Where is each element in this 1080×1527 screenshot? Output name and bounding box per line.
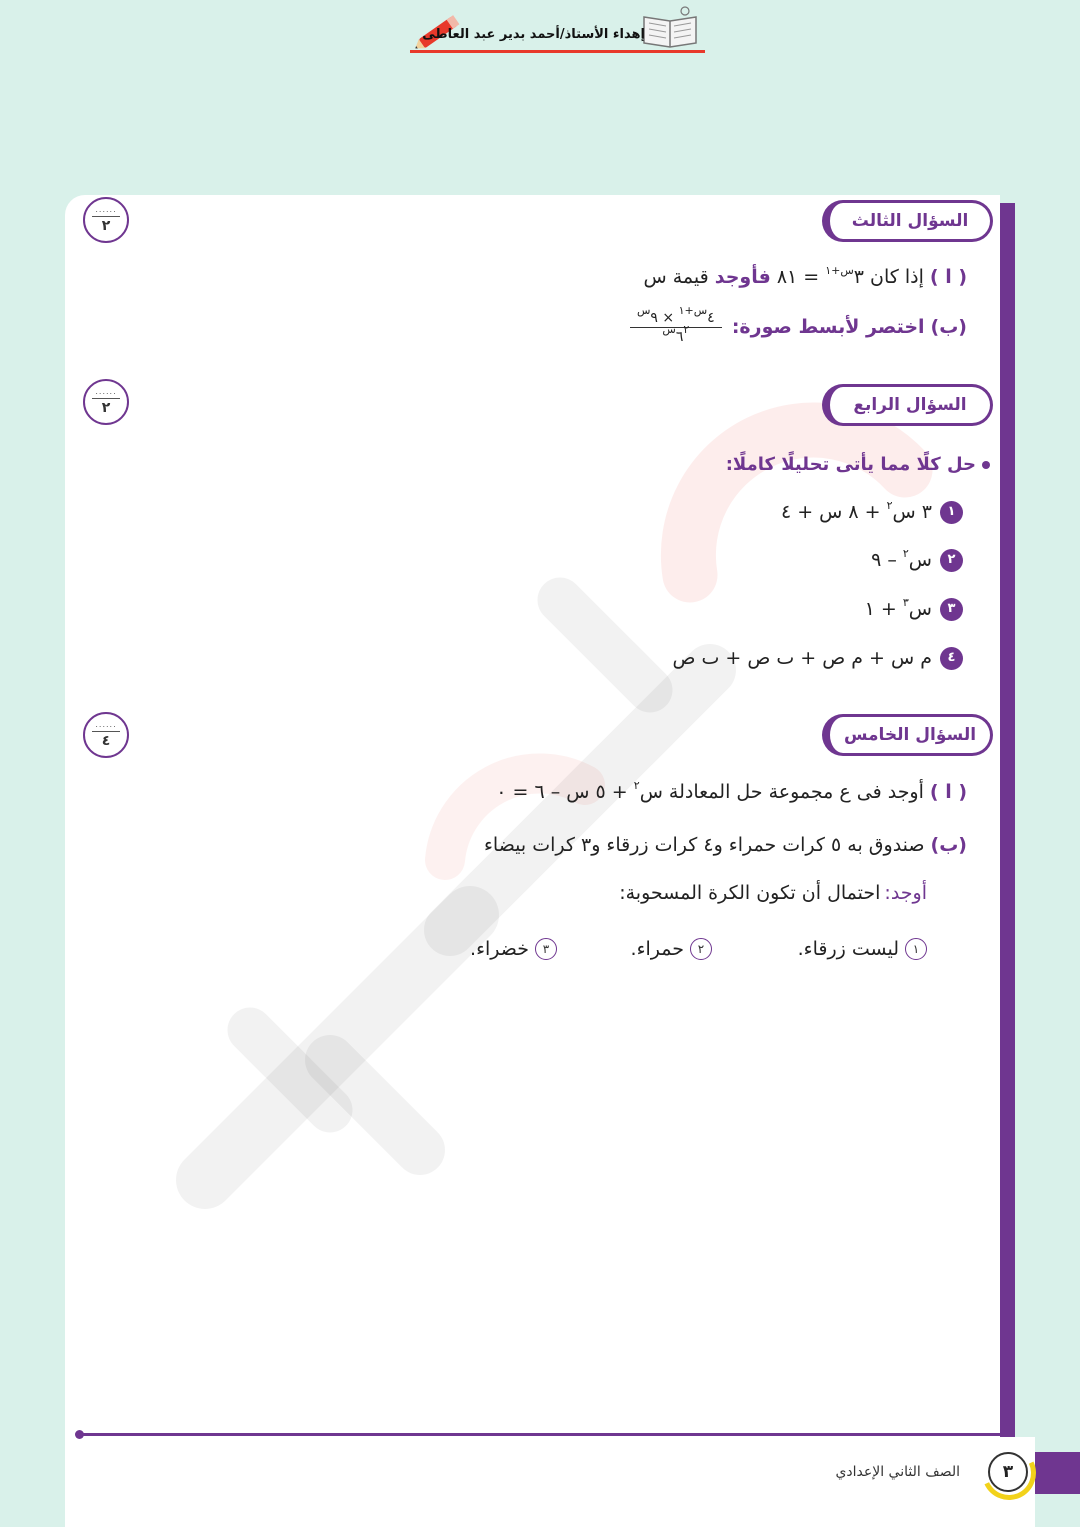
question-3-part-b bbox=[630, 305, 967, 349]
equation-text bbox=[496, 777, 924, 807]
list-item bbox=[865, 594, 963, 624]
option-item bbox=[631, 934, 712, 964]
score-divider bbox=[92, 731, 120, 732]
score-divider bbox=[92, 216, 120, 217]
text-segment: + ١ bbox=[864, 598, 897, 620]
question-3-header bbox=[822, 200, 993, 242]
find-keyword: أوجد: bbox=[884, 882, 927, 904]
score-value: ٤ bbox=[101, 733, 111, 749]
find-keyword: فأوجد bbox=[714, 266, 771, 288]
fraction-denominator bbox=[662, 322, 690, 346]
part-a-text bbox=[825, 262, 924, 292]
part-label: ( ا ) bbox=[929, 781, 967, 803]
item-number-badge: ٣ bbox=[940, 598, 963, 621]
question-5-find bbox=[619, 878, 927, 908]
question-5-score bbox=[83, 712, 129, 758]
exponent: ٢ bbox=[886, 498, 893, 512]
part-label: (ب) bbox=[930, 316, 967, 338]
exponent: ٢ bbox=[902, 546, 909, 560]
option-number: ٣ bbox=[535, 938, 557, 960]
footer-divider bbox=[80, 1433, 1005, 1436]
item-number-badge: ٤ bbox=[940, 647, 963, 670]
question-4-header bbox=[822, 384, 993, 426]
part-b-instruction: اختصر لأبسط صورة: bbox=[731, 316, 925, 338]
item-expression bbox=[865, 594, 932, 624]
text-segment: م س + م ص + ٮ ص + ٮ ص bbox=[672, 647, 932, 669]
score-blank: ...... bbox=[95, 720, 117, 729]
denominator-exponent: ٢س bbox=[662, 322, 690, 336]
score-blank: ...... bbox=[95, 387, 117, 396]
option-item bbox=[470, 934, 557, 964]
list-item bbox=[871, 545, 963, 575]
question-5-part-a bbox=[496, 777, 967, 807]
item-number-badge: ١ bbox=[940, 501, 963, 524]
text-segment: س bbox=[908, 549, 932, 571]
text-segment: + ٨ س + ٤ bbox=[780, 501, 881, 523]
denominator-base: ٦ bbox=[675, 328, 684, 345]
part-label: (ب) bbox=[930, 834, 967, 856]
fraction bbox=[630, 303, 722, 346]
exponent: س+١ bbox=[825, 263, 854, 277]
question-3-score bbox=[83, 197, 129, 243]
item-expression bbox=[672, 643, 932, 673]
bullet-icon bbox=[982, 461, 990, 469]
option-item bbox=[798, 934, 927, 964]
banner-underline bbox=[410, 50, 705, 53]
grade-label: الصف الثاني الإعدادي bbox=[835, 1464, 960, 1480]
numerator-base-1: ٤ bbox=[707, 309, 715, 326]
list-item bbox=[672, 643, 963, 673]
text-segment: س bbox=[908, 598, 932, 620]
question-5-title: السؤال الخامس bbox=[843, 725, 977, 745]
page-number-tab bbox=[1035, 1452, 1080, 1494]
multiply-operator: × bbox=[662, 309, 675, 326]
score-blank: ...... bbox=[95, 205, 117, 214]
item-number-badge: ٢ bbox=[940, 549, 963, 572]
part-b-text: صندوق به ٥ كرات حمراء و٤ كرات زرقاء و٣ كرات بيضاء bbox=[483, 834, 925, 856]
text-segment: أوجد فى ع مجموعة حل المعادلة س bbox=[639, 781, 924, 803]
text-segment: – ٩ bbox=[871, 549, 897, 571]
score-value: ٢ bbox=[101, 400, 111, 416]
option-text: ليست زرقاء. bbox=[797, 938, 899, 960]
item-expression bbox=[781, 497, 932, 527]
exponent: ٢ bbox=[633, 778, 640, 792]
question-3-part-a bbox=[644, 262, 967, 292]
question-5-part-b bbox=[484, 830, 967, 860]
option-text: خضراء. bbox=[470, 938, 529, 960]
exponent: ٣ bbox=[902, 595, 909, 609]
text-segment: + ٥ س – ٦ = ٠ bbox=[496, 781, 628, 803]
text-segment: إذا كان ٣ bbox=[853, 266, 924, 288]
list-item bbox=[781, 497, 963, 527]
score-value: ٢ bbox=[101, 218, 111, 234]
book-icon bbox=[640, 3, 702, 51]
footer-divider-dot bbox=[75, 1430, 84, 1439]
option-text: حمراء. bbox=[630, 938, 684, 960]
text-segment: ٣ س bbox=[892, 501, 932, 523]
score-divider bbox=[92, 398, 120, 399]
question-5-header bbox=[822, 714, 993, 756]
banner-dedication: إهداء الأستاذ/أحمد بدير عبد العاطى bbox=[422, 27, 645, 42]
option-number: ٢ bbox=[690, 938, 712, 960]
instruction-text: حل كلًا مما يأتى تحليلًا كاملًا: bbox=[725, 454, 976, 475]
part-label: ( ا ) bbox=[929, 266, 967, 288]
question-3-title: السؤال الثالث bbox=[851, 211, 969, 231]
page-number: ٣ bbox=[988, 1452, 1028, 1492]
item-expression bbox=[871, 545, 932, 575]
part-a-equals: = ٨١ bbox=[776, 266, 820, 288]
numerator-exponent-2: س bbox=[636, 303, 651, 317]
question-4-instruction bbox=[726, 450, 990, 480]
question-4-title: السؤال الرابع bbox=[853, 395, 967, 415]
option-number: ١ bbox=[905, 938, 927, 960]
part-a-target: قيمة س bbox=[643, 266, 709, 288]
numerator-base-2: ٩ bbox=[650, 309, 658, 326]
question-4-score bbox=[83, 379, 129, 425]
find-text: احتمال أن تكون الكرة المسحوبة: bbox=[619, 882, 881, 904]
numerator-exponent-1: س+١ bbox=[678, 303, 708, 317]
